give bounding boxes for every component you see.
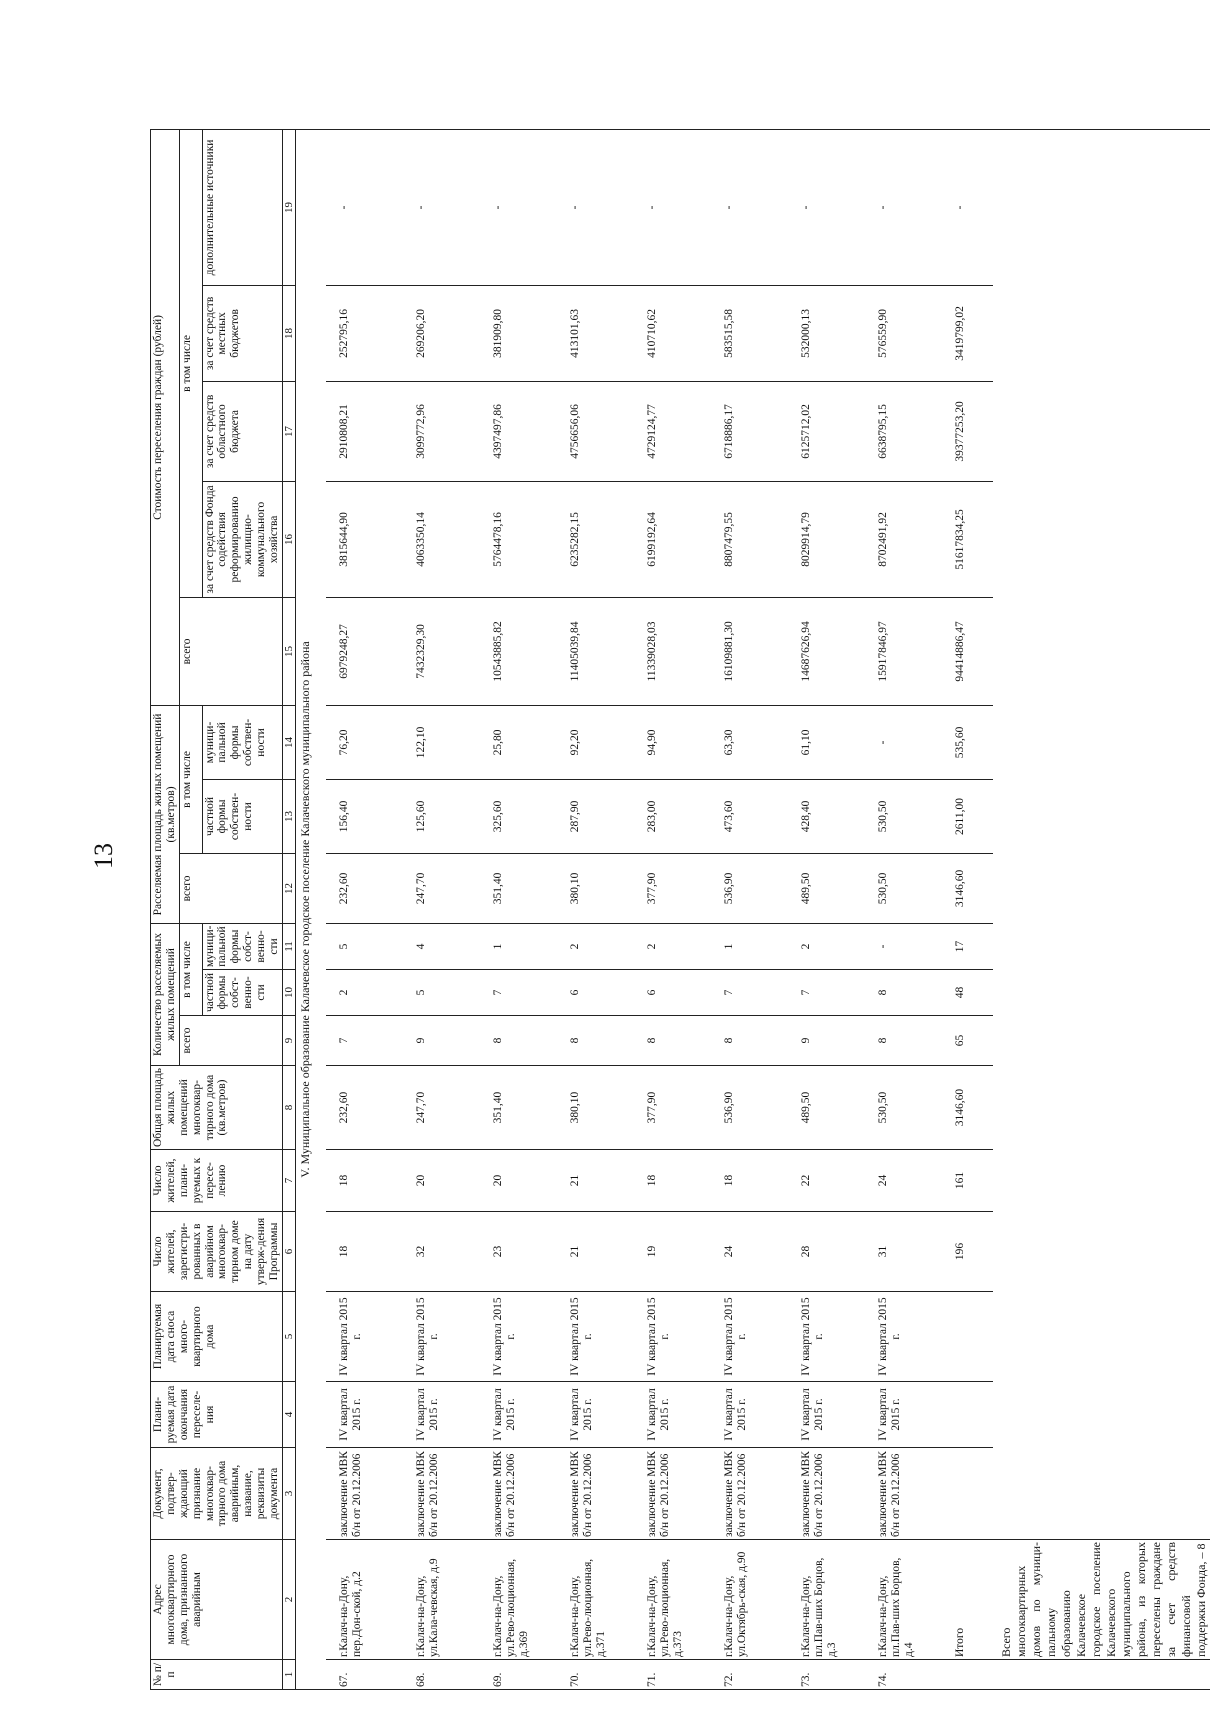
row-count-total: 8 [865, 1016, 942, 1066]
row-cost-local: 381909,80 [480, 285, 557, 381]
row-area-private: 156,40 [326, 779, 403, 853]
column-number: 3 [282, 1448, 295, 1540]
row-registered: 21 [557, 1212, 634, 1292]
column-number: 6 [282, 1212, 295, 1292]
column-number: 13 [282, 779, 295, 853]
row-demolition-date: IV квартал 2015 г. [326, 1292, 403, 1382]
row-demolition-date: IV квартал 2015 г. [711, 1292, 788, 1382]
total-area-municipal: 535,60 [942, 705, 993, 779]
note-empty [993, 129, 1210, 1539]
row-count-private: 8 [865, 970, 942, 1016]
row-cost-fund: 8029914,79 [788, 481, 865, 597]
column-number: 14 [282, 705, 295, 779]
row-document: заключение МВК б/н от 20.12.2006 [711, 1448, 788, 1540]
row-cost-additional: - [865, 129, 942, 285]
header-document: Документ, подтвер-ждающий признание многоквар-тирного дома аварийным, название, реквизиты документа [151, 1448, 283, 1540]
row-count-municipal: 2 [634, 923, 711, 969]
row-cost-fund: 6235282,15 [557, 481, 634, 597]
header-count-private: частной формы собст-венно-сти [202, 970, 282, 1016]
row-count-municipal: 5 [326, 923, 403, 969]
header-count-total: всего [179, 1016, 282, 1066]
row-document: заключение МВК б/н от 20.12.2006 [403, 1448, 480, 1540]
row-cost-regional: 4729124,77 [634, 381, 711, 481]
row-document: заключение МВК б/н от 20.12.2006 [557, 1448, 634, 1540]
row-cost-regional: 6125712,02 [788, 381, 865, 481]
header-number: № п/п [151, 1660, 283, 1690]
row-cost-local: 532000,13 [788, 285, 865, 381]
row-count-total: 7 [326, 1016, 403, 1066]
row-count-private: 7 [788, 970, 865, 1016]
row-cost-fund: 6199192,64 [634, 481, 711, 597]
row-count-total: 8 [634, 1016, 711, 1066]
total-demolition-date [942, 1292, 993, 1382]
table-body [296, 129, 1210, 1689]
row-area-municipal: 76,20 [326, 705, 403, 779]
row-resettlement-date: IV квартал 2015 г. [557, 1382, 634, 1448]
total-area-private: 2611,00 [942, 779, 993, 853]
row-area-private: 125,60 [403, 779, 480, 853]
row-number: 73. [788, 1660, 865, 1690]
row-planned: 22 [788, 1150, 865, 1212]
row-area-municipal: 61,10 [788, 705, 865, 779]
row-planned: 20 [480, 1150, 557, 1212]
summary-note: Всего многоквартирных домов по муници-пальному образованию Калачевское городское поселение Калачевского муниципального района, из которых переселены граждане за счет средств финансовой поддержки Фонда, – 8 [993, 1540, 1210, 1660]
row-count-private: 7 [711, 970, 788, 1016]
row-area-municipal: - [865, 705, 942, 779]
row-count-municipal: 4 [403, 923, 480, 969]
row-area-total: 489,50 [788, 853, 865, 923]
header-area-municipal: муници-пальной формы собствен-ности [202, 705, 282, 779]
row-area-private: 530,50 [865, 779, 942, 853]
row-cost-local: 576559,90 [865, 285, 942, 381]
resettlement-table [150, 129, 1210, 1690]
column-number: 10 [282, 970, 295, 1016]
header-address: Адрес многоквартирного дома, признанного аварийным [151, 1540, 283, 1660]
row-cost-regional: 6638795,15 [865, 381, 942, 481]
column-number: 11 [282, 923, 295, 969]
row-resettlement-date: IV квартал 2015 г. [634, 1382, 711, 1448]
row-planned: 18 [634, 1150, 711, 1212]
total-count-total: 65 [942, 1016, 993, 1066]
row-cost-regional: 4397497,86 [480, 381, 557, 481]
row-number: 67. [326, 1660, 403, 1690]
header-resettlement-date: Плани-руемая дата окончания переселе-ния [151, 1382, 283, 1448]
row-area-private: 428,40 [788, 779, 865, 853]
row-area-total: 380,10 [557, 853, 634, 923]
total-count-private: 48 [942, 970, 993, 1016]
row-address: г.Калач-на-Дону, ул.Октябрь-ская, д.90 [711, 1540, 788, 1660]
row-area-total: 351,40 [480, 853, 557, 923]
row-cost-total: 11405039,84 [557, 597, 634, 705]
row-demolition-date: IV квартал 2015 г. [865, 1292, 942, 1382]
row-cost-additional: - [403, 129, 480, 285]
header-cost-incl: в том числе [179, 129, 202, 597]
row-cost-fund: 5764478,16 [480, 481, 557, 597]
total-number [942, 1660, 993, 1690]
total-resettlement-date [942, 1382, 993, 1448]
row-number: 68. [403, 1660, 480, 1690]
row-resettlement-date: IV квартал 2015 г. [403, 1382, 480, 1448]
row-registered: 23 [480, 1212, 557, 1292]
header-cost-local: за счет средств местных бюджетов [202, 285, 282, 381]
table-row [788, 129, 865, 1689]
row-area: 351,40 [480, 1066, 557, 1150]
row-resettlement-date: IV квартал 2015 г. [326, 1382, 403, 1448]
row-area-private: 287,90 [557, 779, 634, 853]
row-address: г.Калач-на-Дону, ул.Рево-люционная, д.369 [480, 1540, 557, 1660]
row-cost-fund: 4063350,14 [403, 481, 480, 597]
total-cost-local: 3419799,02 [942, 285, 993, 381]
total-area-total: 3146,60 [942, 853, 993, 923]
row-document: заключение МВК б/н от 20.12.2006 [788, 1448, 865, 1540]
header-area-group: Расселяемая площадь жилых помещений (кв.метров) [151, 705, 180, 923]
row-cost-total: 10543885,82 [480, 597, 557, 705]
row-address: г.Калач-на-Дону, пл.Пав-ших Борцов, д.3 [788, 1540, 865, 1660]
row-registered: 32 [403, 1212, 480, 1292]
row-address: г.Калач-на-Дону, ул.Рево-люционная, д.373 [634, 1540, 711, 1660]
row-cost-total: 16109881,30 [711, 597, 788, 705]
row-cost-fund: 8702491,92 [865, 481, 942, 597]
row-demolition-date: IV квартал 2015 г. [403, 1292, 480, 1382]
header-cost-group: Стоимость переселения граждан (рублей) [151, 129, 180, 705]
column-number: 16 [282, 481, 295, 597]
header-total-area: Общая площадь жилых помещений многоквар-тирного дома (кв.метров) [151, 1066, 283, 1150]
row-document: заключение МВК б/н от 20.12.2006 [326, 1448, 403, 1540]
row-area-municipal: 63,30 [711, 705, 788, 779]
row-count-private: 7 [480, 970, 557, 1016]
column-number: 19 [282, 129, 295, 285]
row-cost-total: 7432329,30 [403, 597, 480, 705]
row-count-private: 6 [634, 970, 711, 1016]
row-area-municipal: 25,80 [480, 705, 557, 779]
row-area-total: 377,90 [634, 853, 711, 923]
table-row [634, 129, 711, 1689]
row-demolition-date: IV квартал 2015 г. [788, 1292, 865, 1382]
column-number: 4 [282, 1382, 295, 1448]
row-planned: 24 [865, 1150, 942, 1212]
row-resettlement-date: IV квартал 2015 г. [788, 1382, 865, 1448]
total-cost-regional: 39377253,20 [942, 381, 993, 481]
row-document: заключение МВК б/н от 20.12.2006 [634, 1448, 711, 1540]
header-cost-total: всего [179, 597, 282, 705]
column-number-row [282, 129, 295, 1689]
row-planned: 18 [326, 1150, 403, 1212]
header-registered-residents: Число жителей, зарегистри-рованных в аварийном многоквар-тирном доме на дату утверж-дения Программы [151, 1212, 283, 1292]
header-area-total: всего [179, 853, 282, 923]
header-cost-additional: дополнительные источники [202, 129, 282, 285]
row-cost-regional: 6718886,17 [711, 381, 788, 481]
row-cost-regional: 3099772,96 [403, 381, 480, 481]
total-row [942, 129, 993, 1689]
header-planned-residents: Число жителей, плани-руемых к пересе-лению [151, 1150, 283, 1212]
row-cost-additional: - [634, 129, 711, 285]
row-area-private: 283,00 [634, 779, 711, 853]
header-area-private: частной формы собствен-ности [202, 779, 282, 853]
column-number: 18 [282, 285, 295, 381]
column-number: 7 [282, 1150, 295, 1212]
row-document: заключение МВК б/н от 20.12.2006 [480, 1448, 557, 1540]
header-count-incl: в том числе [179, 923, 202, 1015]
row-demolition-date: IV квартал 2015 г. [480, 1292, 557, 1382]
row-planned: 20 [403, 1150, 480, 1212]
row-registered: 19 [634, 1212, 711, 1292]
note-spacer [993, 1660, 1210, 1690]
total-cost-additional: - [942, 129, 993, 285]
column-number: 5 [282, 1292, 295, 1382]
row-area: 380,10 [557, 1066, 634, 1150]
table-row [326, 129, 403, 1689]
row-cost-total: 15917846,97 [865, 597, 942, 705]
row-count-total: 8 [480, 1016, 557, 1066]
row-cost-total: 14687626,94 [788, 597, 865, 705]
total-label: Итого [942, 1540, 993, 1660]
row-resettlement-date: IV квартал 2015 г. [711, 1382, 788, 1448]
row-address: г.Калач-на-Дону, пл.Пав-ших Борцов, д.4 [865, 1540, 942, 1660]
row-cost-additional: - [326, 129, 403, 285]
row-area: 232,60 [326, 1066, 403, 1150]
column-number: 15 [282, 597, 295, 705]
column-number: 12 [282, 853, 295, 923]
row-area-total: 530,50 [865, 853, 942, 923]
row-registered: 18 [326, 1212, 403, 1292]
column-number: 9 [282, 1016, 295, 1066]
header-cost-fund: за счет средств Фонда содействия реформированию жилищно-коммунального хозяйства [202, 481, 282, 597]
row-area: 536,90 [711, 1066, 788, 1150]
total-cost-fund: 51617834,25 [942, 481, 993, 597]
row-number: 70. [557, 1660, 634, 1690]
row-area-total: 247,70 [403, 853, 480, 923]
row-area-municipal: 122,10 [403, 705, 480, 779]
row-area-private: 473,60 [711, 779, 788, 853]
row-address: г.Калач-на-Дону, ул.Кала-чевская, д.9 [403, 1540, 480, 1660]
row-area: 377,90 [634, 1066, 711, 1150]
row-cost-fund: 8807479,55 [711, 481, 788, 597]
column-number: 2 [282, 1540, 295, 1660]
row-count-municipal: - [865, 923, 942, 969]
table-row [403, 129, 480, 1689]
row-count-total: 9 [788, 1016, 865, 1066]
row-cost-regional: 4756656,06 [557, 381, 634, 481]
row-cost-fund: 3815644,90 [326, 481, 403, 597]
row-count-private: 2 [326, 970, 403, 1016]
total-cost-total: 94414886,47 [942, 597, 993, 705]
row-count-municipal: 2 [788, 923, 865, 969]
row-cost-additional: - [480, 129, 557, 285]
row-area-private: 325,60 [480, 779, 557, 853]
row-count-private: 5 [403, 970, 480, 1016]
header-cost-regional: за счет средств областного бюджета [202, 381, 282, 481]
row-registered: 24 [711, 1212, 788, 1292]
total-planned: 161 [942, 1150, 993, 1212]
page-number: 13 [89, 843, 118, 869]
table-row [480, 129, 557, 1689]
column-number: 1 [282, 1660, 295, 1690]
table-row [711, 129, 788, 1689]
row-number: 69. [480, 1660, 557, 1690]
row-area-total: 232,60 [326, 853, 403, 923]
row-count-total: 8 [557, 1016, 634, 1066]
row-count-private: 6 [557, 970, 634, 1016]
section-title: V. Муниципальное образование Калачевское городское поселение Калачевского муниципального района [296, 129, 327, 1689]
row-planned: 21 [557, 1150, 634, 1212]
row-registered: 31 [865, 1212, 942, 1292]
row-cost-additional: - [788, 129, 865, 285]
header-area-incl: в том числе [179, 705, 202, 853]
column-number: 8 [282, 1066, 295, 1150]
row-count-municipal: 1 [711, 923, 788, 969]
total-count-municipal: 17 [942, 923, 993, 969]
row-cost-local: 410710,62 [634, 285, 711, 381]
row-planned: 18 [711, 1150, 788, 1212]
row-demolition-date: IV квартал 2015 г. [634, 1292, 711, 1382]
header-count-municipal: муници-пальной формы собст-венно-сти [202, 923, 282, 969]
row-number: 74. [865, 1660, 942, 1690]
header-demolition-date: Планируемая дата сноса много-квартирного дома [151, 1292, 283, 1382]
table-row [865, 129, 942, 1689]
row-cost-additional: - [557, 129, 634, 285]
row-cost-local: 252795,16 [326, 285, 403, 381]
row-number: 71. [634, 1660, 711, 1690]
row-registered: 28 [788, 1212, 865, 1292]
row-address: г.Калач-на-Дону, пер.Дон-ской, д.2 [326, 1540, 403, 1660]
row-document: заключение МВК б/н от 20.12.2006 [865, 1448, 942, 1540]
row-count-total: 9 [403, 1016, 480, 1066]
table-row [557, 129, 634, 1689]
row-count-municipal: 2 [557, 923, 634, 969]
row-demolition-date: IV квартал 2015 г. [557, 1292, 634, 1382]
row-cost-local: 413101,63 [557, 285, 634, 381]
total-area: 3146,60 [942, 1066, 993, 1150]
row-cost-total: 6979248,27 [326, 597, 403, 705]
header-count-group: Количество расселяемых жилых помещений [151, 923, 180, 1065]
row-resettlement-date: IV квартал 2015 г. [480, 1382, 557, 1448]
row-cost-additional: - [711, 129, 788, 285]
row-area: 489,50 [788, 1066, 865, 1150]
total-registered: 196 [942, 1212, 993, 1292]
row-count-total: 8 [711, 1016, 788, 1066]
row-number: 72. [711, 1660, 788, 1690]
row-count-municipal: 1 [480, 923, 557, 969]
rotated-table-container [150, 130, 1209, 1690]
row-cost-regional: 2910808,21 [326, 381, 403, 481]
row-cost-local: 583515,58 [711, 285, 788, 381]
row-area-municipal: 92,20 [557, 705, 634, 779]
row-address: г.Калач-на-Дону, ул.Рево-люционная, д.371 [557, 1540, 634, 1660]
total-document [942, 1448, 993, 1540]
row-resettlement-date: IV квартал 2015 г. [865, 1382, 942, 1448]
row-area: 247,70 [403, 1066, 480, 1150]
row-area-municipal: 94,90 [634, 705, 711, 779]
row-cost-local: 269206,20 [403, 285, 480, 381]
row-cost-total: 11339028,03 [634, 597, 711, 705]
row-area-total: 536,90 [711, 853, 788, 923]
column-number: 17 [282, 381, 295, 481]
row-area: 530,50 [865, 1066, 942, 1150]
